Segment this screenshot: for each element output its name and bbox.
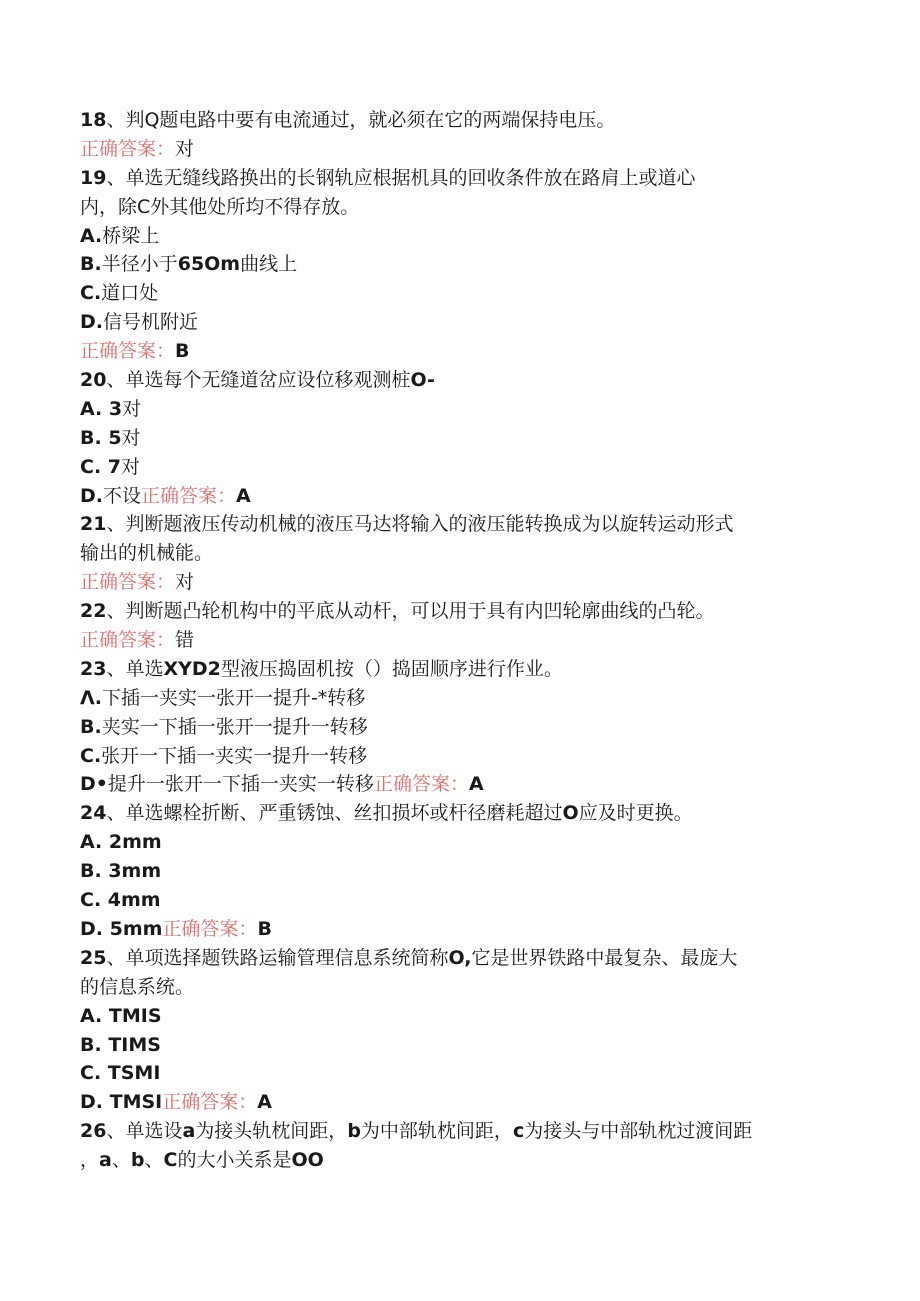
text-span: 下插一夹实一张开一提升-*转移 (101, 686, 366, 709)
text-span: 、 (144, 1149, 164, 1172)
document-page (80, 106, 840, 1175)
bold-token: D. (80, 311, 103, 334)
text-line (80, 655, 840, 684)
text-line (80, 1059, 840, 1088)
bold-token: a (182, 1120, 196, 1143)
bold-token: 26 (80, 1120, 107, 1143)
text-span: 不设 (103, 484, 142, 507)
text-span: 它是世界铁路中最复杂、最庞大 (471, 946, 738, 969)
text-span: 对 (175, 571, 195, 594)
text-line (80, 684, 840, 713)
text-span: 、单选每个无缝道岔应设位移观测桩 (106, 369, 411, 392)
text-span: 、单选螺栓折断、严重锈蚀、丝扣损坏或杆径磨耗超过 (106, 802, 563, 825)
bold-token: B. 5 (80, 426, 122, 449)
text-span: 对 (175, 137, 195, 160)
bold-token: B. (80, 715, 102, 738)
text-span: 内，除C外其他处所均不得存放。 (80, 195, 360, 218)
text-line (80, 453, 840, 482)
text-line (80, 1002, 840, 1031)
answer-label: 正确答案： (80, 340, 176, 363)
text-line (80, 1146, 840, 1175)
text-line (80, 279, 840, 308)
text-line (80, 973, 840, 1002)
text-span: 张开一下插一夹实一提升一转移 (101, 744, 368, 767)
answer-label: 正确答案： (80, 629, 176, 652)
text-line (80, 626, 840, 655)
text-span: 对 (121, 455, 141, 478)
text-line (80, 482, 840, 511)
bold-token: A (236, 484, 251, 507)
text-span: 、单选设 (106, 1120, 183, 1143)
text-span: 提升一张开一下插一夹实一转移 (107, 773, 374, 796)
text-span: 曲线上 (240, 253, 298, 276)
bold-token: A. (80, 224, 103, 247)
text-span: 夹实一下插一张开一提升一转移 (101, 715, 368, 738)
text-span: 、单选无缝线路换出的长钢轨应根据机具的回收条件放在路肩上或道心 (106, 166, 696, 189)
text-line (80, 770, 840, 799)
bold-token: O- (410, 369, 435, 392)
bold-token: b (130, 1149, 145, 1172)
bold-token: O (562, 802, 579, 825)
text-line (80, 1117, 840, 1146)
text-span: 型液压捣固机按（）捣固顺序进行作业。 (220, 657, 563, 680)
text-line (80, 1031, 840, 1060)
text-line (80, 222, 840, 251)
bold-token: c (512, 1120, 525, 1143)
answer-label: 正确答案： (80, 137, 176, 160)
answer-label: 正确答案： (162, 1091, 258, 1114)
text-span: 对 (122, 397, 142, 420)
bold-token: A. 2mm (80, 831, 162, 854)
bold-token: Λ. (80, 686, 102, 709)
bold-token: OO (291, 1149, 324, 1172)
text-span: 、判断题液压传动机械的液压马达将输入的液压能转换成为以旋转运动形式 (106, 513, 734, 536)
bold-token: 25 (80, 946, 107, 969)
text-span: 的信息系统。 (80, 975, 195, 998)
text-line (80, 799, 840, 828)
text-line (80, 337, 840, 366)
bold-token: B (175, 340, 190, 363)
answer-label: 正确答案： (373, 773, 469, 796)
bold-token: 22 (80, 600, 107, 623)
text-span: 桥梁上 (102, 224, 160, 247)
bold-token: 18 (80, 109, 107, 131)
bold-token: B (257, 917, 272, 940)
bold-token: C. 7 (80, 455, 121, 478)
bold-token: D• (80, 773, 108, 796)
text-line (80, 366, 840, 395)
bold-token: b (347, 1120, 361, 1143)
text-line (80, 915, 840, 944)
text-line (80, 713, 840, 742)
text-span: 、单选 (106, 657, 164, 680)
text-span: 为接头与中部轨枕过渡间距 (524, 1120, 753, 1143)
bold-token: D. (80, 484, 103, 507)
bold-token: 65Om (177, 253, 241, 276)
bold-token: A (257, 1091, 272, 1114)
text-line (80, 164, 840, 193)
answer-label: 正确答案： (80, 571, 176, 594)
text-line (80, 135, 840, 164)
text-line (80, 742, 840, 771)
text-line (80, 308, 840, 337)
text-line (80, 597, 840, 626)
bold-token: A (468, 773, 484, 796)
bold-token: C. (80, 282, 102, 305)
text-line (80, 106, 840, 135)
text-span: 、判断题凸轮机构中的平底从动杆，可以用于具有内凹轮廓曲线的凸轮。 (106, 600, 715, 623)
text-span: 为接头轨枕间距， (195, 1120, 348, 1143)
bold-token: C. (80, 744, 102, 767)
text-line (80, 828, 840, 857)
bold-token: A. TMIS (80, 1004, 162, 1027)
text-line (80, 193, 840, 222)
bold-token: C. 4mm (80, 889, 161, 912)
text-line (80, 857, 840, 886)
text-span: 、 (111, 1149, 131, 1172)
text-line (80, 539, 840, 568)
text-span: 错 (175, 629, 195, 652)
text-span: 、判Q题电路中要有电流通过，就必须在它的两端保持电压。 (106, 109, 616, 131)
text-span: ， (80, 1149, 100, 1172)
bold-token: A. 3 (80, 397, 123, 420)
text-span: 应及时更换。 (578, 802, 693, 825)
text-span: 对 (121, 426, 141, 449)
text-line (80, 944, 840, 973)
bold-token: D. TMSI (80, 1091, 163, 1114)
bold-token: 20 (80, 369, 107, 392)
text-line (80, 886, 840, 915)
text-line (80, 250, 840, 279)
answer-label: 正确答案： (162, 917, 258, 940)
answer-label: 正确答案： (141, 484, 237, 507)
text-line (80, 395, 840, 424)
text-span: 、单项选择题铁路运输管理信息系统简称 (106, 946, 449, 969)
text-span: 信号机附近 (103, 311, 199, 334)
bold-token: B. TIMS (80, 1033, 161, 1056)
text-span: 半径小于 (101, 253, 178, 276)
bold-token: D. 5mm (80, 917, 163, 940)
bold-token: O, (448, 946, 472, 969)
bold-token: XYD2 (163, 657, 221, 680)
bold-token: B. 3mm (80, 860, 162, 883)
text-span: 为中部轨枕间距， (360, 1120, 513, 1143)
text-span: 输出的机械能。 (80, 542, 214, 565)
text-line (80, 424, 840, 453)
bold-token: 23 (80, 657, 107, 680)
bold-token: 19 (80, 166, 107, 189)
bold-token: B. (80, 253, 102, 276)
text-span: 的大小关系是 (177, 1149, 292, 1172)
bold-token: C (163, 1149, 178, 1172)
bold-token: 24 (80, 802, 107, 825)
bold-token: 21 (80, 513, 107, 536)
text-span: 道口处 (101, 282, 159, 305)
text-line (80, 1088, 840, 1117)
bold-token: a (99, 1149, 112, 1172)
text-line (80, 568, 840, 597)
text-line (80, 510, 840, 539)
bold-token: C. TSMI (80, 1062, 161, 1085)
